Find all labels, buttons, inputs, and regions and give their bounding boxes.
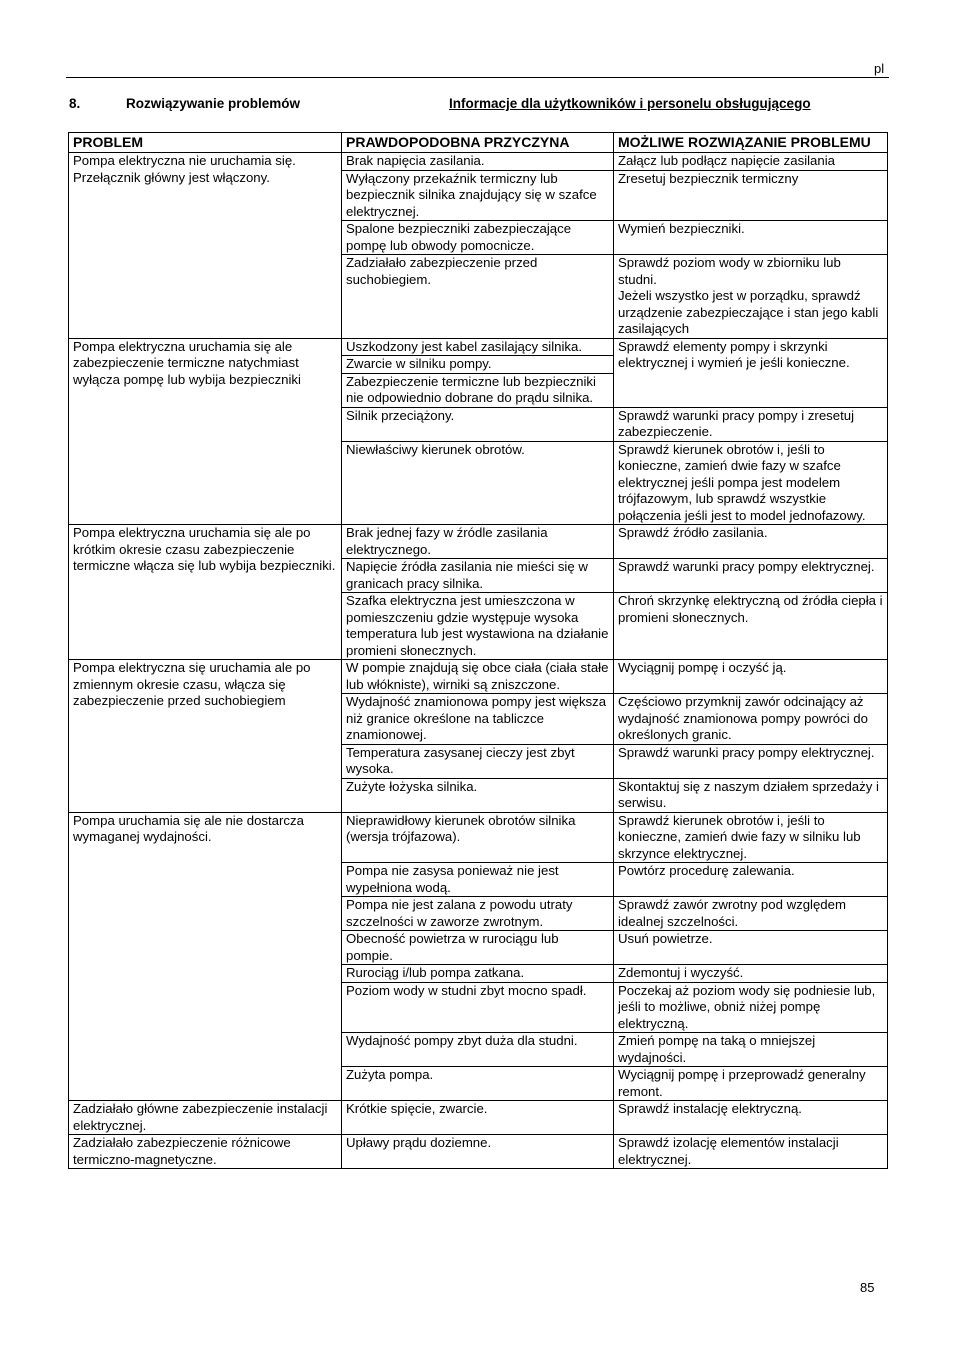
- cause-cell: Szafka elektryczna jest umieszczona w pomieszczeniu gdzie występuje wysoka temperatura lub jest wystawiona na działanie promieni słonecznych.: [342, 593, 614, 660]
- cause-cell: Niewłaściwy kierunek obrotów.: [342, 441, 614, 525]
- problem-cell: Pompa uruchamia się ale nie dostarcza wymaganej wydajności.: [69, 812, 342, 1101]
- table-row: [69, 525, 888, 559]
- language-code: pl: [874, 61, 885, 76]
- table-body: [69, 153, 888, 1169]
- solution-cell: Sprawdź kierunek obrotów i, jeśli to konieczne, zamień dwie fazy w silniku lub skrzynce elektrycznej.: [614, 812, 888, 863]
- table-row: [69, 812, 888, 863]
- cause-cell: Rurociąg i/lub pompa zatkana.: [342, 965, 614, 983]
- solution-cell: Powtórz procedurę zalewania.: [614, 863, 888, 897]
- solution-cell: Zresetuj bezpiecznik termiczny: [614, 170, 888, 221]
- cause-cell: Wydajność pompy zbyt duża dla studni.: [342, 1033, 614, 1067]
- solution-cell: Sprawdź zawór zwrotny pod względem idealnej szczelności.: [614, 897, 888, 931]
- solution-cell: Sprawdź warunki pracy pompy elektrycznej.: [614, 744, 888, 778]
- cause-cell: Pompa nie jest zalana z powodu utraty szczelności w zaworze zwrotnym.: [342, 897, 614, 931]
- solution-cell: Zdemontuj i wyczyść.: [614, 965, 888, 983]
- cause-cell: Wyłączony przekaźnik termiczny lub bezpiecznik silnika znajdujący się w szafce elektrycznej.: [342, 170, 614, 221]
- solution-cell: Skontaktuj się z naszym działem sprzedaży i serwisu.: [614, 778, 888, 812]
- cause-cell: Zwarcie w silniku pompy.: [342, 356, 614, 374]
- cause-cell: Obecność powietrza w rurociągu lub pompie.: [342, 931, 614, 965]
- solution-cell: Sprawdź warunki pracy pompy i zresetuj zabezpieczenie.: [614, 407, 888, 441]
- solution-cell: Sprawdź izolację elementów instalacji elektrycznej.: [614, 1135, 888, 1169]
- cause-cell: Nieprawidłowy kierunek obrotów silnika (wersja trójfazowa).: [342, 812, 614, 863]
- table-row: [69, 660, 888, 694]
- problem-cell: Pompa elektryczna nie uruchamia się. Przełącznik główny jest włączony.: [69, 153, 342, 339]
- cause-cell: Uszkodzony jest kabel zasilający silnika.: [342, 338, 614, 356]
- problem-cell: Pompa elektryczna uruchamia się ale zabezpieczenie termiczne natychmiast wyłącza pompę lub wybija bezpieczniki: [69, 338, 342, 525]
- header-rule: [66, 77, 889, 78]
- solution-cell: Wyciągnij pompę i oczyść ją.: [614, 660, 888, 694]
- table-row: [69, 1135, 888, 1169]
- solution-cell: Sprawdź poziom wody w zbiorniku lub studni. Jeżeli wszystko jest w porządku, sprawdź urządzenie zabezpieczające i stan jego kabli zasilających: [614, 255, 888, 339]
- solution-cell: Sprawdź elementy pompy i skrzynki elektrycznej i wymień je jeśli konieczne.: [614, 338, 888, 407]
- cause-cell: Zużyte łożyska silnika.: [342, 778, 614, 812]
- solution-cell: Wyciągnij pompę i przeprowadź generalny remont.: [614, 1067, 888, 1101]
- solution-cell: Poczekaj aż poziom wody się podniesie lub, jeśli to możliwe, obniż niżej pompę elektryczną.: [614, 982, 888, 1033]
- section-audience-info: Informacje dla użytkowników i personelu obsługującego: [449, 96, 811, 111]
- solution-cell: Zmień pompę na taką o mniejszej wydajności.: [614, 1033, 888, 1067]
- section-title: Rozwiązywanie problemów: [126, 96, 301, 111]
- header-problem: PROBLEM: [69, 133, 342, 153]
- cause-cell: Silnik przeciążony.: [342, 407, 614, 441]
- header-solution: MOŻLIWE ROZWIĄZANIE PROBLEMU: [614, 133, 888, 153]
- cause-cell: Upławy prądu doziemne.: [342, 1135, 614, 1169]
- solution-cell: Sprawdź kierunek obrotów i, jeśli to konieczne, zamień dwie fazy w szafce elektrycznej jeśli pompa jest modelem trójfazowym, lub sprawdź wszystkie połączenia jeśli jest to model jednofazowy.: [614, 441, 888, 525]
- solution-cell: Chroń skrzynkę elektryczną od źródła ciepła i promieni słonecznych.: [614, 593, 888, 660]
- section-number: 8.: [69, 96, 81, 111]
- troubleshooting-table: [68, 132, 888, 1169]
- solution-cell: Sprawdź warunki pracy pompy elektrycznej.: [614, 559, 888, 593]
- cause-cell: Pompa nie zasysa ponieważ nie jest wypełniona wodą.: [342, 863, 614, 897]
- problem-cell: Pompa elektryczna uruchamia się ale po krótkim okresie czasu zabezpieczenie termiczne włącza się lub wybija bezpieczniki.: [69, 525, 342, 660]
- problem-cell: Zadziałało zabezpieczenie różnicowe termiczno-magnetyczne.: [69, 1135, 342, 1169]
- cause-cell: Poziom wody w studni zbyt mocno spadł.: [342, 982, 614, 1033]
- cause-cell: Brak jednej fazy w źródle zasilania elektrycznego.: [342, 525, 614, 559]
- solution-cell: Wymień bezpieczniki.: [614, 221, 888, 255]
- table-row: [69, 153, 888, 171]
- cause-cell: Temperatura zasysanej cieczy jest zbyt wysoka.: [342, 744, 614, 778]
- cause-cell: Napięcie źródła zasilania nie mieści się w granicach pracy silnika.: [342, 559, 614, 593]
- solution-cell: Częściowo przymknij zawór odcinający aż wydajność znamionowa pompy powróci do określonych granic.: [614, 694, 888, 745]
- problem-cell: Pompa elektryczna się uruchamia ale po zmiennym okresie czasu, włącza się zabezpieczenie przed suchobiegiem: [69, 660, 342, 813]
- cause-cell: Zadziałało zabezpieczenie przed suchobiegiem.: [342, 255, 614, 339]
- header-cause: PRAWDOPODOBNA PRZYCZYNA: [342, 133, 614, 153]
- problem-cell: Zadziałało główne zabezpieczenie instalacji elektrycznej.: [69, 1101, 342, 1135]
- page-number: 85: [860, 1280, 875, 1295]
- solution-cell: Sprawdź instalację elektryczną.: [614, 1101, 888, 1135]
- solution-cell: Usuń powietrze.: [614, 931, 888, 965]
- cause-cell: Zabezpieczenie termiczne lub bezpieczniki nie odpowiednio dobrane do prądu silnika.: [342, 373, 614, 407]
- table-header-row: [69, 133, 888, 153]
- cause-cell: Spalone bezpieczniki zabezpieczające pompę lub obwody pomocnicze.: [342, 221, 614, 255]
- cause-cell: Krótkie spięcie, zwarcie.: [342, 1101, 614, 1135]
- table-row: [69, 1101, 888, 1135]
- cause-cell: W pompie znajdują się obce ciała (ciała stałe lub włókniste), wirniki są zniszczone.: [342, 660, 614, 694]
- solution-cell: Załącz lub podłącz napięcie zasilania: [614, 153, 888, 171]
- table-row: [69, 338, 888, 356]
- cause-cell: Brak napięcia zasilania.: [342, 153, 614, 171]
- cause-cell: Wydajność znamionowa pompy jest większa niż granice określone na tabliczce znamionowej.: [342, 694, 614, 745]
- solution-cell: Sprawdź źródło zasilania.: [614, 525, 888, 559]
- cause-cell: Zużyta pompa.: [342, 1067, 614, 1101]
